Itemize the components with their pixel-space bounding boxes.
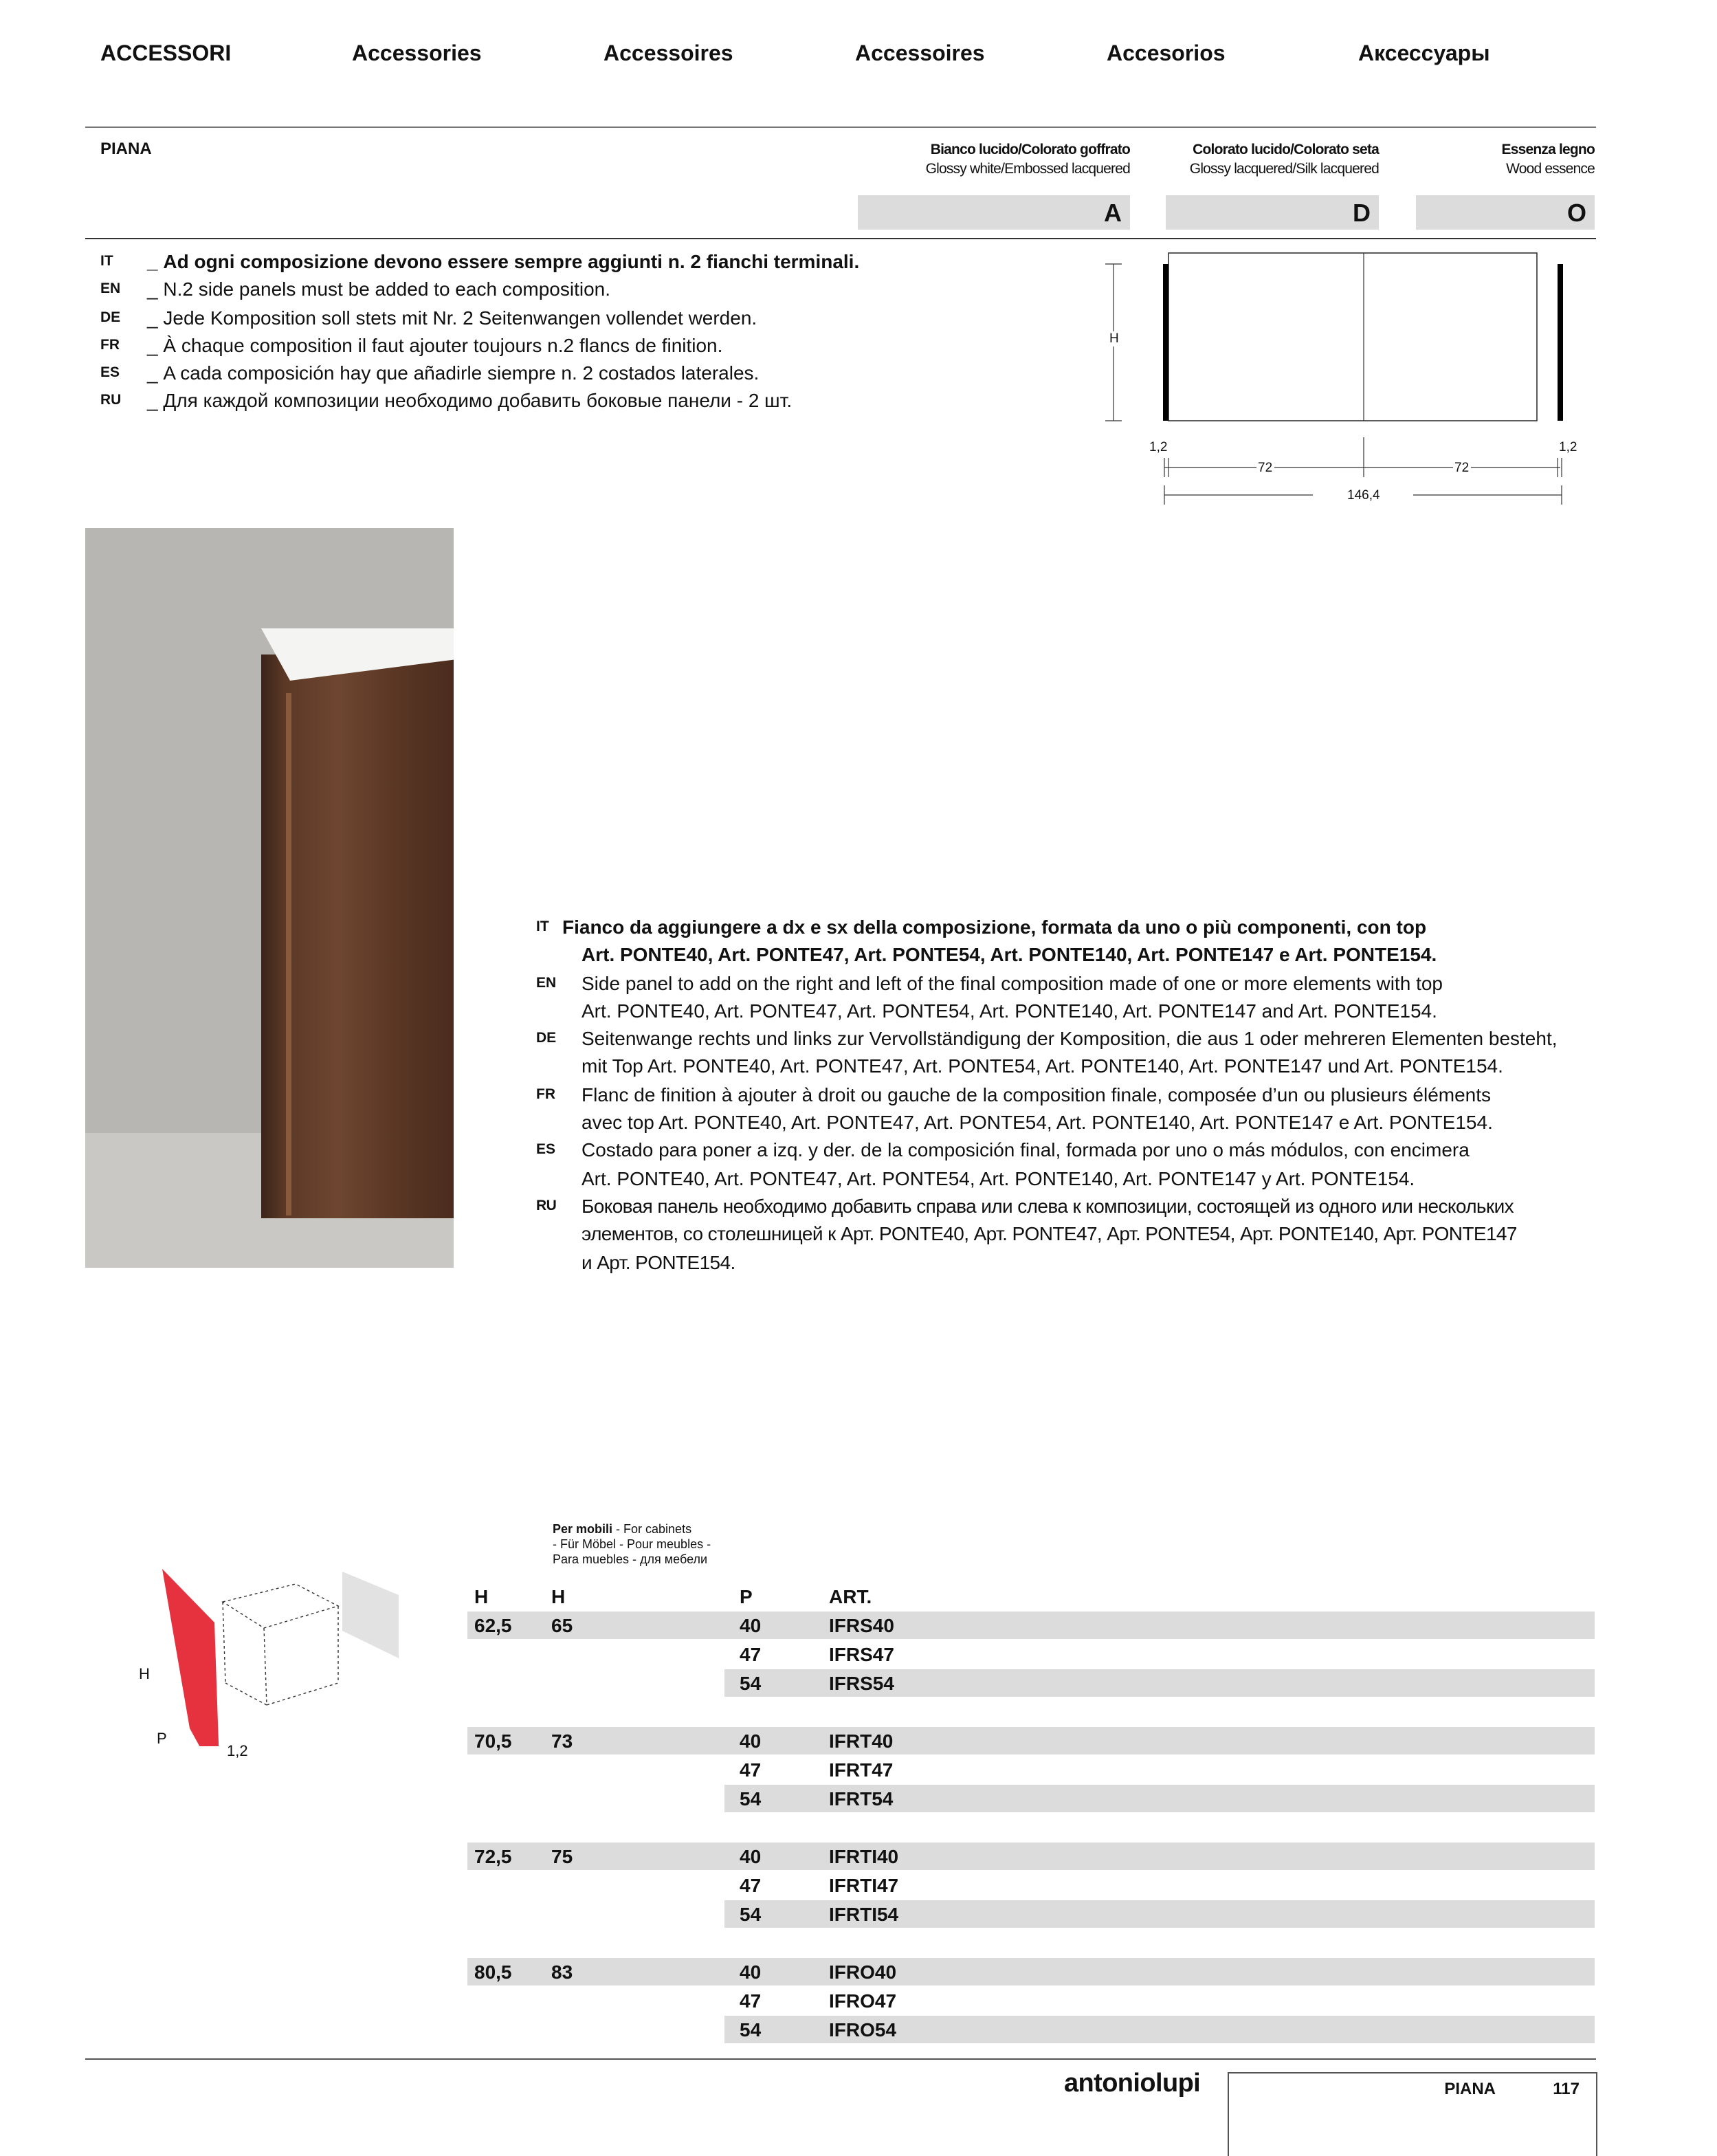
panel-dim-h: H [139, 1666, 150, 1683]
cell-h-cabinet: 83 [551, 1961, 573, 1983]
cell-article: IFRT40 [829, 1730, 894, 1752]
title-ru: Аксессуары [1358, 43, 1490, 66]
dim-total: 146,4 [1347, 488, 1380, 503]
note-side-panels: IT _ Ad ogni composizione devono essere sempre aggiunti n. 2 fianchi terminali. EN _ N.2 side panels must be added to each composition. DE _ Jede Komposition soll stets mit Nr. 2 Seitenwangen vollendet werden. FR _ À chaque composition il faut ajouter toujours n.2 flancs de finition. ES _ A cada composición hay que añadirle siempre n. 2 costados laterales. RU _ Для каждой композиции необходимо добавить боковые панели - 2 шт. [100, 250, 860, 412]
table-header: H H P ART. [474, 1585, 872, 1607]
page-number: 117 [1553, 2079, 1580, 2098]
cell-depth: 47 [740, 1874, 762, 1896]
cell-article: IFRO40 [829, 1961, 897, 1983]
note-side-panel-description: IT Fianco da aggiungere a dx e sx della composizione, formata da uno o più componenti, con top Art. PONTE40, Art. PONTE47, Art. PONTE54, Art. PONTE140, Art. PONTE147 e Art. PONTE154. EN Side panel to add on the right and left of the final composition made of one or more elements with top Art. PONTE40, Art. PONTE47, Art. PONTE54, Art. PONTE140, Art. PONTE147 and Art. PONTE154. DE Seitenwange rechts und links zur Vervollständigung der Komposition, die aus 1 oder mehreren Elementen besteht, mit Top Art. PONTE40, Art. PONTE47, Art. PONTE54, Art. PONTE140, Art. PONTE147 und Art. PONTE154. FR Flanc de finition à ajouter à droit ou gauche de la composition finale, composée d’un ou plusieurs éléments avec top Art. PONTE40, Art. PONTE47, Art. PONTE54, Art. PONTE140, Art. PONTE147 e Art. PONTE154. ES Costado para poner a izq. y der. de la composición final, formada por uno o más módulos, con encimera Art. PONTE40, Art. PONTE47, Art. PONTE54, Art. PONTE140, Art. PONTE147 y Art. PONTE154. RU Боковая панель необходимо добавить справа или слева к композиции, состоящей из одного или нескольких элементов, со столешницей к Арт. PONTE40, Арт. PONTE47, Арт. PONTE54, Арт. PONTE140, Арт. PONTE147 и Арт. PONTE154. [536, 916, 1558, 1273]
panel-dim-p: P [157, 1731, 167, 1748]
cell-depth: 54 [740, 1788, 762, 1810]
table-row [724, 1756, 1595, 1783]
finish-code-a: A [858, 195, 1130, 230]
cell-h-cabinet: 73 [551, 1730, 573, 1752]
panel-dim-thickness: 1,2 [227, 1744, 248, 1760]
composition-dimension-diagram [1086, 241, 1608, 516]
title-it: ACCESSORI [100, 43, 232, 66]
cell-depth: 54 [740, 1903, 762, 1925]
cell-depth: 40 [740, 1614, 762, 1636]
table-row [467, 1727, 1595, 1754]
title-de: Accessoires [855, 43, 985, 66]
finish-code-o: O [1416, 195, 1595, 230]
cell-depth: 40 [740, 1730, 762, 1752]
title-en: Accessories [352, 43, 482, 66]
finish-o-label: Essenza legno Wood essence [1501, 142, 1595, 177]
cell-depth: 47 [740, 1990, 762, 2012]
table-row [724, 1871, 1595, 1899]
cell-depth: 47 [740, 1759, 762, 1781]
cell-depth: 54 [740, 1672, 762, 1694]
title-fr: Accessoires [603, 43, 733, 66]
dim-left-panel: 1,2 [1149, 440, 1168, 455]
cell-h-cabinet: 65 [551, 1614, 573, 1636]
cell-h-cabinet: 75 [551, 1845, 573, 1867]
cell-article: IFRS47 [829, 1643, 894, 1665]
cell-depth: 40 [740, 1845, 762, 1867]
divider [85, 2058, 1596, 2060]
cell-h-outer: 70,5 [474, 1730, 512, 1752]
dim-width-1: 72 [1258, 461, 1273, 476]
finish-a-label: Bianco lucido/Colorato goffrato Glossy white/Embossed lacquered [925, 142, 1130, 177]
section-title: PIANA [100, 139, 152, 158]
table-row [724, 1987, 1595, 2014]
finish-code-d: D [1166, 195, 1379, 230]
title-es: Accesorios [1107, 43, 1226, 66]
finish-d-label: Colorato lucido/Colorato seta Glossy lacquered/Silk lacquered [1189, 142, 1379, 177]
cell-article: IFRTI47 [829, 1874, 899, 1896]
cell-depth: 54 [740, 2018, 762, 2040]
table-row [724, 1640, 1595, 1668]
cell-article: IFRS40 [829, 1614, 894, 1636]
cell-h-outer: 72,5 [474, 1845, 512, 1867]
dim-width-2: 72 [1454, 461, 1470, 476]
cell-article: IFRS54 [829, 1672, 894, 1694]
cell-depth: 40 [740, 1961, 762, 1983]
table-row [724, 1669, 1595, 1697]
table-row [724, 2016, 1595, 2043]
cell-article: IFRO47 [829, 1990, 897, 2012]
table-caption: Per mobili - For cabinets - Für Möbel - Pour meubles - Para muebles - для мебели [553, 1522, 711, 1566]
cell-article: IFRT47 [829, 1759, 894, 1781]
cell-article: IFRO54 [829, 2018, 897, 2040]
dim-height: H [1109, 331, 1119, 346]
table-row [724, 1900, 1595, 1928]
table-row [467, 1842, 1595, 1870]
cell-h-outer: 62,5 [474, 1614, 512, 1636]
cell-article: IFRTI54 [829, 1903, 899, 1925]
cell-article: IFRT54 [829, 1788, 894, 1810]
product-photo [85, 528, 454, 1268]
cell-article: IFRTI40 [829, 1845, 899, 1867]
cell-depth: 47 [740, 1643, 762, 1665]
dim-right-panel: 1,2 [1559, 440, 1577, 455]
table-row [467, 1612, 1595, 1639]
cell-h-outer: 80,5 [474, 1961, 512, 1983]
brand-logo: antoniolupi [1064, 2069, 1201, 2098]
divider [85, 238, 1596, 239]
divider [85, 126, 1596, 128]
table-row [724, 1785, 1595, 1812]
footer-section: PIANA [1444, 2079, 1496, 2098]
footer-box [1228, 2072, 1597, 2156]
table-row [467, 1958, 1595, 1986]
side-panel-illustration [137, 1568, 412, 1746]
